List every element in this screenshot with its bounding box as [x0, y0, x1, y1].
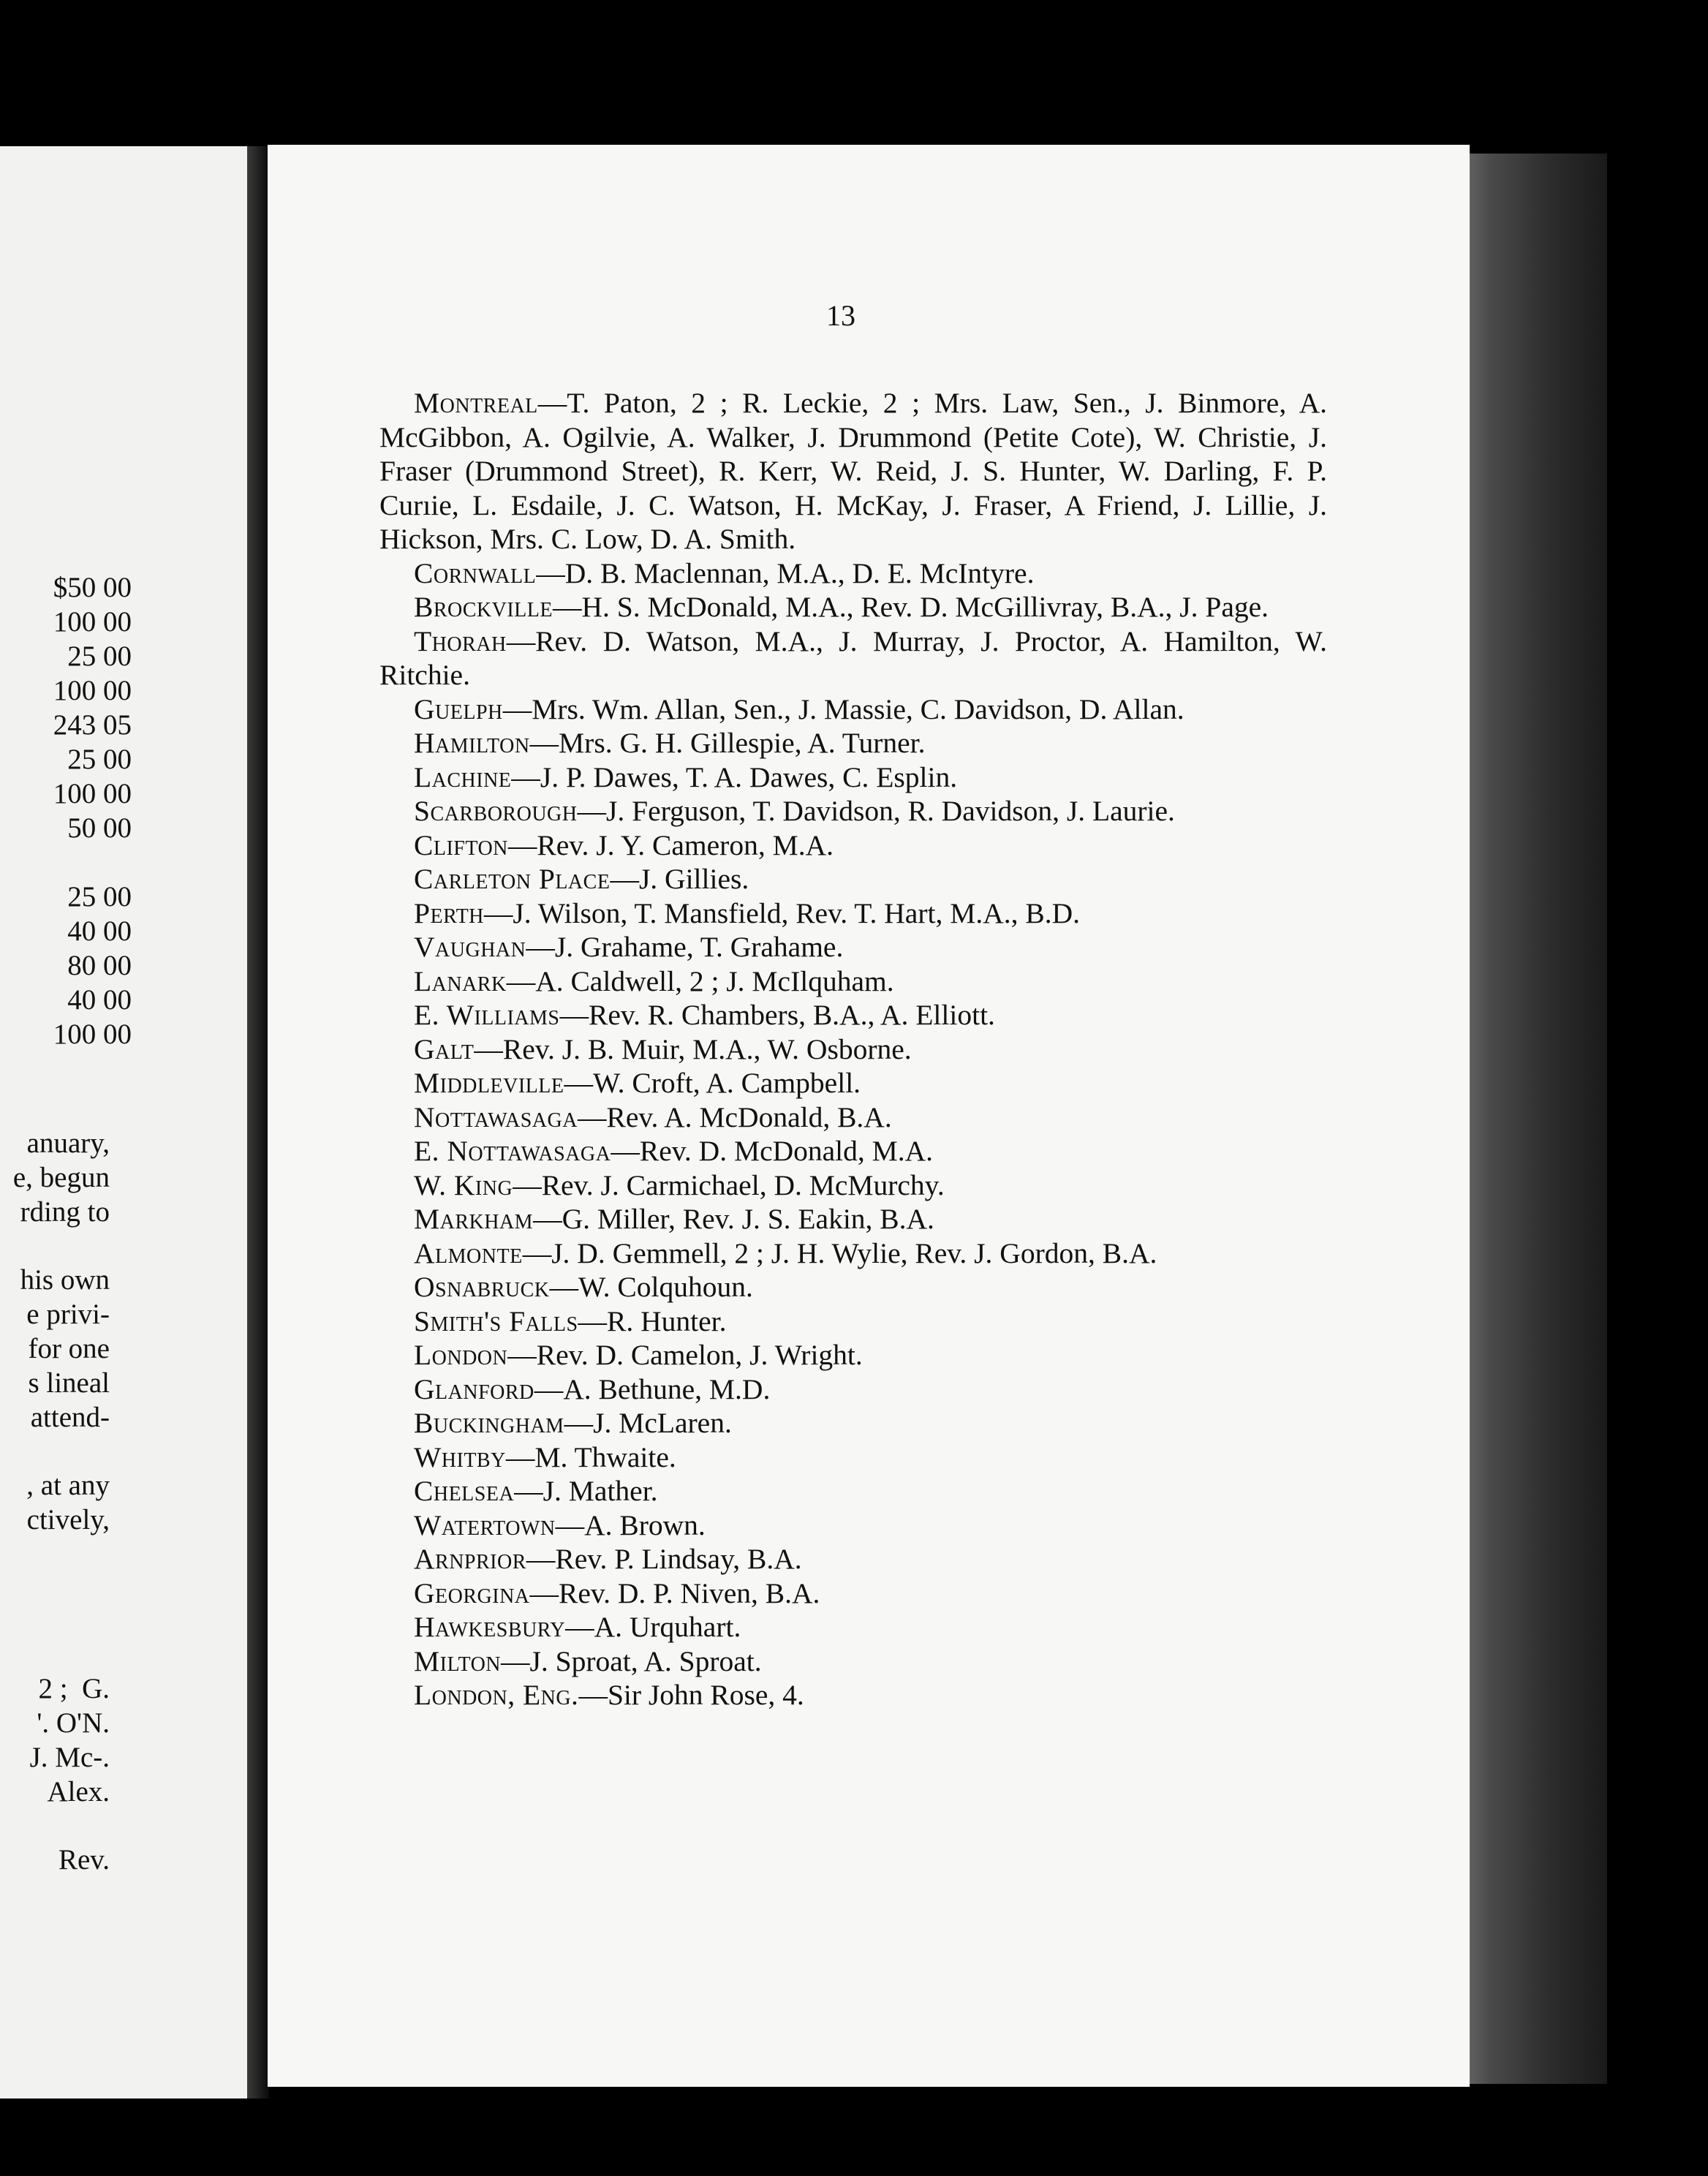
place-name: E. Williams	[414, 999, 560, 1031]
amount: $50 00	[53, 572, 132, 603]
fragment-gap	[0, 1571, 110, 1604]
subscriber-entry	[379, 998, 1327, 1032]
page-edge-stack	[1461, 154, 1607, 2084]
text-fragment: e privi-	[26, 1299, 110, 1330]
place-name: Milton	[414, 1644, 502, 1677]
subscriber-entry	[379, 1474, 1327, 1508]
subscriber-entry	[379, 1372, 1327, 1407]
place-name: Nottawasaga	[414, 1100, 578, 1133]
place-name: Thorah	[414, 624, 507, 657]
subscriber-names: —J. Wilson, T. Mansfield, Rev. T. Hart, M.A., B.D.	[483, 896, 1080, 929]
place-name: London	[414, 1339, 508, 1371]
book-gutter	[247, 146, 269, 2098]
subscriber-names: —M. Thwaite.	[505, 1440, 676, 1473]
subscriber-entry	[379, 1440, 1327, 1475]
subscriber-list	[379, 386, 1327, 1712]
subscriber-names: —J. Mather.	[514, 1475, 658, 1507]
place-name: Hamilton	[414, 727, 530, 759]
place-name: Arnprior	[414, 1543, 526, 1575]
place-name: Clifton	[414, 828, 508, 861]
subscriber-names: —J. Sproat, A. Sproat.	[501, 1644, 762, 1677]
subscriber-entry	[379, 590, 1327, 624]
text-fragment: Alex.	[47, 1776, 110, 1807]
text-fragment: '. O'N.	[37, 1707, 110, 1739]
subscriber-names: —Mrs. G. H. Gillespie, A. Turner.	[529, 727, 926, 759]
place-name: Buckingham	[414, 1407, 564, 1439]
place-name: Cornwall	[414, 556, 537, 589]
subscriber-entry	[379, 624, 1327, 692]
subscriber-entry	[379, 828, 1327, 863]
subscriber-entry	[379, 386, 1327, 556]
subscriber-names: —A. Caldwell, 2 ; J. McIlquham.	[506, 964, 894, 997]
amount: 40 00	[67, 984, 132, 1016]
subscriber-names: —A. Bethune, M.D.	[534, 1372, 771, 1405]
subscriber-names: —J. Gillies.	[610, 863, 749, 895]
subscriber-entry	[379, 1202, 1327, 1236]
text-fragment: , at any	[26, 1470, 110, 1501]
subscriber-entry	[379, 1168, 1327, 1203]
text-fragment: anuary,	[26, 1127, 110, 1159]
subscriber-names: —Rev. D. McDonald, M.A.	[611, 1135, 934, 1167]
place-name: Whitby	[414, 1440, 506, 1473]
place-name: Middleville	[414, 1067, 564, 1099]
text-fragment: attend-	[30, 1402, 110, 1433]
place-name: Lanark	[414, 964, 507, 997]
place-name: Scarborough	[414, 795, 578, 827]
subscriber-entry	[379, 1610, 1327, 1644]
amount: 100 00	[53, 675, 132, 706]
subscriber-entry	[379, 930, 1327, 964]
text-fragment: e, begun	[12, 1162, 110, 1193]
subscriber-entry	[379, 896, 1327, 931]
amount: 100 00	[53, 778, 132, 809]
amount: 100 00	[53, 1019, 132, 1050]
amount: 40 00	[67, 915, 132, 947]
place-name: Carleton Place	[414, 863, 611, 895]
fragment-gap	[0, 1537, 110, 1571]
subscriber-entry	[379, 1542, 1327, 1576]
subscriber-entry	[379, 1508, 1327, 1543]
amount: 100 00	[53, 606, 132, 638]
fragment-gap	[0, 1229, 110, 1263]
place-name: Almonte	[414, 1236, 523, 1269]
place-name: Guelph	[414, 692, 503, 725]
amount: 80 00	[67, 950, 132, 981]
left-page	[0, 146, 257, 2098]
subscriber-names: —W. Colquhoun.	[549, 1271, 753, 1303]
subscriber-names: —Rev. J. B. Muir, M.A., W. Osborne.	[474, 1032, 912, 1065]
text-fragment: J. Mc-.	[29, 1742, 110, 1773]
place-name: Smith's Falls	[414, 1304, 578, 1337]
subscriber-names: —J. D. Gemmell, 2 ; J. H. Wylie, Rev. J. Gordon, B.A.	[522, 1236, 1157, 1269]
subscriber-entry	[379, 1100, 1327, 1135]
subscriber-names: —G. Miller, Rev. J. S. Eakin, B.A.	[533, 1203, 934, 1235]
place-name: Brockville	[414, 591, 553, 623]
amount: 50 00	[67, 812, 132, 844]
text-fragment: for one	[28, 1333, 110, 1364]
amount-gap	[0, 845, 132, 880]
place-name: Markham	[414, 1203, 534, 1235]
place-name: Montreal	[414, 387, 538, 419]
amount: 25 00	[67, 641, 132, 672]
text-fragment: his own	[20, 1264, 110, 1296]
amount: 25 00	[67, 881, 132, 913]
subscriber-names: —J. Ferguson, T. Davidson, R. Davidson, J. Laurie.	[577, 795, 1175, 827]
subscriber-entry	[379, 862, 1327, 896]
fragment-gap	[0, 1435, 110, 1468]
subscriber-names: —J. P. Dawes, T. A. Dawes, C. Esplin.	[511, 760, 958, 793]
subscriber-names: —Rev. J. Y. Cameron, M.A.	[507, 828, 834, 861]
subscriber-names: —D. B. Maclennan, M.A., D. E. McIntyre.	[536, 556, 1035, 589]
subscriber-names: —Rev. J. Carmichael, D. McMurchy.	[513, 1168, 945, 1201]
text-fragment: s lineal	[28, 1367, 110, 1399]
text-fragment: Rev.	[58, 1844, 110, 1875]
subscriber-entry	[379, 794, 1327, 828]
subscriber-entry	[379, 1406, 1327, 1440]
subscriber-entry	[379, 1032, 1327, 1067]
place-name: Perth	[414, 896, 484, 929]
subscriber-entry	[379, 556, 1327, 591]
place-name: Osnabruck	[414, 1271, 550, 1303]
subscriber-entry	[379, 1338, 1327, 1372]
subscriber-names: —Rev. R. Chambers, B.A., A. Elliott.	[559, 999, 995, 1031]
place-name: Glanford	[414, 1372, 534, 1405]
subscriber-names: —J. Grahame, T. Grahame.	[526, 931, 844, 963]
place-name: Lachine	[414, 760, 512, 793]
subscriber-names: —Rev. P. Lindsay, B.A.	[526, 1543, 802, 1575]
left-text-fragments	[0, 1126, 110, 1877]
subscriber-entry	[379, 1678, 1327, 1712]
place-name: Galt	[414, 1032, 475, 1065]
subscriber-entry	[379, 1304, 1327, 1339]
text-fragment: 2 ; G.	[38, 1673, 110, 1704]
subscriber-entry	[379, 1066, 1327, 1100]
subscriber-names: —Rev. D. P. Niven, B.A.	[529, 1576, 820, 1609]
place-name: Vaughan	[414, 931, 526, 963]
subscriber-names: —T. Paton, 2 ; R. Leckie, 2 ; Mrs. Law, Sen., J. Binmore, A. McGibbon, A. Ogilvie, A. Walker, J. Drummond (Petite Cote), W. Christie, J. Fraser (Drummond Street), R. Kerr, W. Reid, J. S. Hunter, W. Darling, F. P. Curıie, L. Esdaile, J. C. Watson, H. McKay, J. Fraser, A Friend, J. Lillie, J. Hickson, Mrs. C. Low, D. A. Smith.	[379, 387, 1327, 555]
amount-column	[0, 570, 132, 1051]
subscriber-names: —Sir John Rose, 4.	[578, 1679, 804, 1711]
subscriber-entry	[379, 1576, 1327, 1611]
subscriber-names: —Mrs. Wm. Allan, Sen., J. Massie, C. Davidson, D. Allan.	[502, 692, 1184, 725]
place-name: Hawkesbury	[414, 1611, 566, 1643]
subscriber-names: —A. Brown.	[555, 1508, 706, 1541]
place-name: Watertown	[414, 1508, 556, 1541]
subscriber-names: —Rev. A. McDonald, B.A.	[577, 1100, 892, 1133]
subscriber-names: —A. Urquhart.	[565, 1611, 741, 1643]
subscriber-entry	[379, 1270, 1327, 1304]
subscriber-names: —W. Croft, A. Campbell.	[564, 1067, 861, 1099]
subscriber-names: —R. Hunter.	[578, 1304, 727, 1337]
text-fragment: rding to	[20, 1196, 110, 1228]
place-name: E. Nottawasaga	[414, 1135, 611, 1167]
subscriber-entry	[379, 1134, 1327, 1168]
place-name: Georgina	[414, 1576, 530, 1609]
text-fragment: ctively,	[26, 1504, 110, 1535]
fragment-gap	[0, 1638, 110, 1671]
subscriber-names: —H. S. McDonald, M.A., Rev. D. McGillivray, B.A., J. Page.	[553, 591, 1269, 623]
subscriber-entry	[379, 1236, 1327, 1271]
place-name: London, Eng.	[414, 1679, 579, 1711]
subscriber-entry	[379, 692, 1327, 727]
subscriber-entry	[379, 726, 1327, 760]
amount: 25 00	[67, 744, 132, 775]
amount: 243 05	[53, 709, 132, 741]
subscriber-names: —Rev. D. Watson, M.A., J. Murray, J. Proctor, A. Hamilton, W. Ritchie.	[379, 624, 1327, 691]
place-name: W. King	[414, 1168, 513, 1201]
place-name: Chelsea	[414, 1475, 515, 1507]
subscriber-entry	[379, 1644, 1327, 1679]
fragment-gap	[0, 1809, 110, 1843]
subscriber-names: —Rev. D. Camelon, J. Wright.	[507, 1339, 863, 1371]
subscriber-entry	[379, 760, 1327, 795]
fragment-gap	[0, 1604, 110, 1638]
subscriber-names: —J. McLaren.	[564, 1407, 732, 1439]
page-number: 13	[826, 299, 855, 332]
subscriber-entry	[379, 964, 1327, 999]
